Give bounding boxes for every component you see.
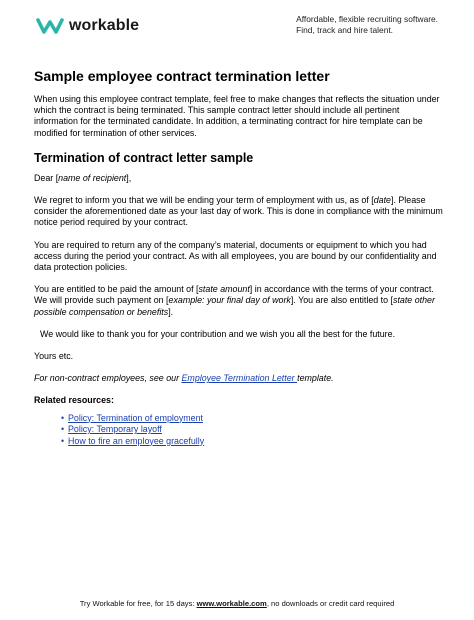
fire-employee-gracefully-link[interactable]: How to fire an employee gracefully — [68, 435, 205, 446]
workable-logo[interactable] — [36, 14, 139, 38]
amount-placeholder: state amount — [198, 284, 250, 295]
related-resources-list — [34, 413, 444, 448]
payment-date-placeholder: example: your final day of work — [168, 295, 291, 306]
salutation-text: Dear [ — [34, 172, 59, 183]
termination-policy-link[interactable]: Policy: Termination of employment — [68, 412, 203, 423]
letter-paragraph-1 — [34, 195, 444, 229]
closing: Yours etc. — [34, 351, 74, 362]
letter-paragraph-2: You are required to return any of the company’s material, documents or equipment to which you had access during the period your contract. As with all employees, you are bound by our confidentiality and data protection policies. — [34, 239, 437, 273]
compensation-placeholder: state other possible compensation or benefits — [34, 295, 435, 317]
related-resources-title: Related resources: — [34, 395, 114, 406]
footer-url-link[interactable]: www.workable.com — [196, 599, 267, 608]
related-link-item — [68, 436, 444, 448]
non-contract-note — [34, 373, 444, 384]
non-contract-text: For non-contract employees, see our — [34, 373, 182, 384]
related-link-item — [68, 413, 444, 425]
p3-text-d: ]. — [168, 306, 174, 317]
page-title: Sample employee contract termination letter — [34, 68, 330, 84]
non-contract-text-end: template. — [297, 373, 334, 384]
section-title: Termination of contract letter sample — [34, 150, 254, 165]
thanks-paragraph: We would like to thank you for your contribution and we wish you all the best for the future. — [40, 328, 396, 339]
temporary-layoff-link[interactable]: Policy: Temporary layoff — [68, 424, 162, 435]
p1-text: We regret to inform you that we will be ending your term of employment with us, as of [ — [34, 195, 374, 206]
employee-termination-letter-link[interactable]: Employee Termination Letter — [181, 373, 298, 384]
recipient-placeholder: name of recipient — [58, 172, 127, 183]
document-body — [34, 68, 444, 447]
date-placeholder: date — [373, 195, 391, 206]
footer-text: Try Workable for free, for 15 days: — [79, 599, 197, 608]
salutation — [34, 173, 444, 184]
letter-sample — [34, 173, 444, 385]
p3-text-a: You are entitled to be paid the amount of [ — [34, 284, 199, 295]
tagline-line-2: Find, track and hire talent. — [296, 25, 393, 35]
footer-text-end: , no downloads or credit card required — [266, 599, 395, 608]
related-link-item — [68, 424, 444, 436]
p1-text-end: ]. Please consider the aforementioned date as your last day of work. This is done in compliance with the minimum notice period required by your contract. — [34, 195, 443, 228]
tagline-line-1: Affordable, flexible recruiting software. — [296, 14, 438, 24]
p3-text-b: ] in accordance with the terms of your contract. We will provide such payment on [ — [34, 284, 434, 306]
page-footer — [0, 599, 474, 608]
page-header — [0, 0, 474, 50]
salutation-end: ], — [126, 172, 132, 183]
intro-paragraph: When using this employee contract template, feel free to make changes that reflects the situation under which the contract is being terminated. This sample contract letter should include all pertinent information for the terminated candidate. In addition, a terminating contract for hire template can be modified for termination of other services. — [34, 94, 440, 138]
logo-text: workable — [69, 17, 140, 34]
workable-logo-icon — [36, 16, 64, 36]
letter-paragraph-3 — [34, 284, 444, 318]
header-tagline — [296, 14, 438, 36]
p3-text-c: ]. You are also entitled to [ — [290, 295, 393, 306]
